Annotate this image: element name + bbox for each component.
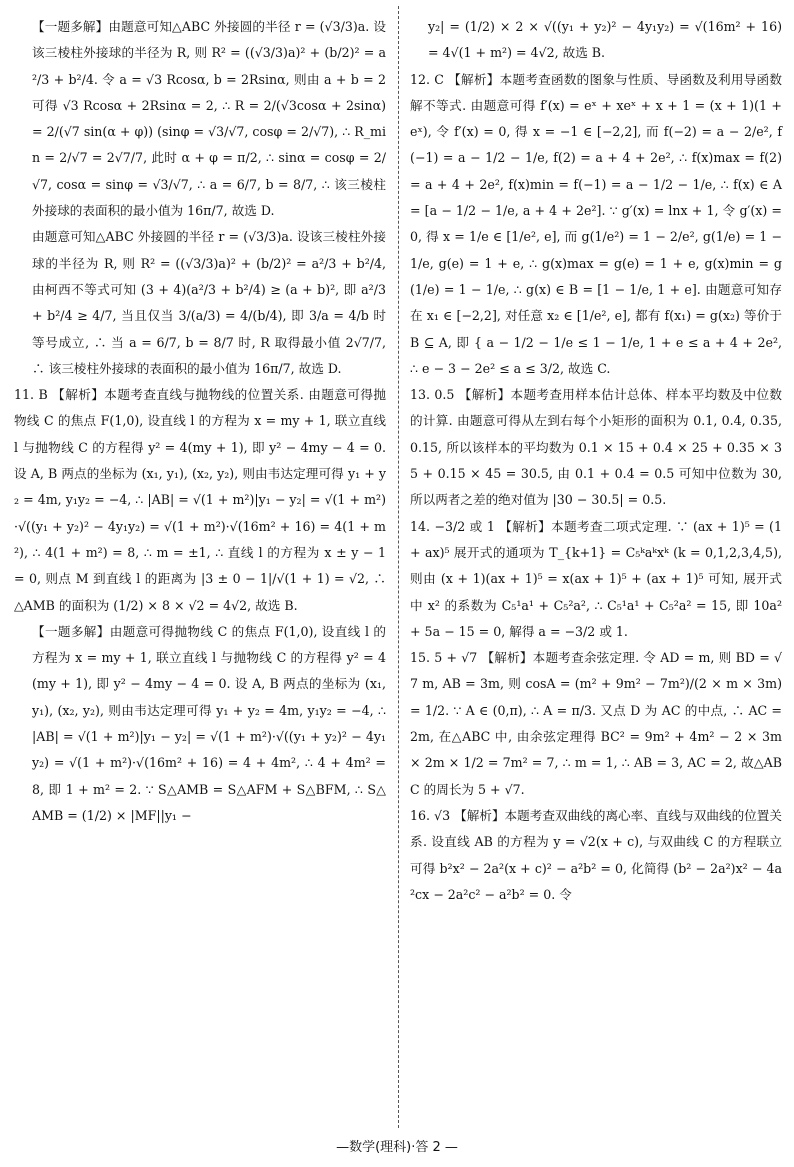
paragraph: 【一题多解】由题意可得抛物线 C 的焦点 F(1,0), 设直线 l 的方程为 x = my + 1, 联立直线 l 与抛物线 C 的方程得 y² = 4(my + 1), 即 y² − 4my − 4 = 0. 设 A, B 两点的坐标为 (x₁, y₁), (x₂, y₂), 则由韦达定理可得 y₁ + y₂ = 4m, y₁y₂ = −4, ∴ |AB| = √(1 + m²)|y₁ − y₂| = √(1 + m²)·√((y₁ + y₂)² − 4y₁y₂) = √(1 + m²)·√(16m² + 16) = 4 + 4m², ∴ 4 + 4m² = 8, 即 1 + m² = 2. ∵ S△AMB = S△AFM + S△BFM, ∴ S△AMB = (1/2) × |MF||y₁ −: [32, 623, 386, 823]
paragraph: 由题意可知△ABC 外接圆的半径 r = (√3/3)a. 设该三棱柱外接球的半径为 R, 则 R² = ((√3/3)a)² + (b/2)² = a²/3 + b²/4, 由柯西不等式可知 (3 + 4)(a²/3 + b²/4) ≥ (a + b)², 即 a²/3 + b²/4 ≥ 4/7, 当且仅当 3/(a/3) = 4/(b/4), 即 3/a = 4/b 时等号成立, ∴ 当 a = 6/7, b = 8/7 时, R 取得最小值 2√7/7, ∴ 该三棱柱外接球的表面积的最小值为 16π/7, 故选 D.: [32, 229, 386, 376]
paragraph: 【一题多解】由题意可知△ABC 外接圆的半径 r = (√3/3)a. 设该三棱柱外接球的半径为 R, 则 R² = ((√3/3)a)² + (b/2)² = a²/3 + b²/4. 令 a = √3 Rcosα, b = 2Rsinα, 则由 a + b = 2 可得 √3 Rcosα + 2Rsinα = 2, ∴ R = 2/(√3cosα + 2sinα) = 2/(√7 sin(α + φ)) (sinφ = √3/√7, cosφ = 2/√7), ∴ R_min = 2/√7 = 2√7/7, 此时 α + φ = π/2, ∴ sinα = cosφ = 2/√7, cosα = sinφ = √3/√7, ∴ a = 6/7, b = 8/7, ∴ 该三棱柱外接球的表面积的最小值为 16π/7, 故选 D.: [32, 19, 386, 219]
left-column: [14, 14, 386, 829]
paragraph: 15. 5 + √7 【解析】本题考查余弦定理. 令 AD = m, 则 BD = √7 m, AB = 3m, 则 cosA = (m² + 9m² − 7m²)/(2 × m × 3m) = 1/2. ∵ A ∈ (0,π), ∴ A = π/3. 又点 D 为 AC 的中点, ∴ AC = 2m, 在△ABC 中, 由余弦定理得 BC² = 9m² + 4m² − 2 × 3m × 2m × 1/2 = 7m² = 7, ∴ m = 1, ∴ AB = 3, AC = 2, 故△ABC 的周长为 5 + √7.: [410, 650, 782, 797]
column-divider: [398, 6, 399, 1128]
paragraph: 11. B 【解析】本题考查直线与抛物线的位置关系. 由题意可得抛物线 C 的焦点 F(1,0), 设直线 l 的方程为 x = my + 1, 联立直线 l 与抛物线 C 的方程得 y² = 4(my + 1), 即 y² − 4my − 4 = 0. 设 A, B 两点的坐标为 (x₁, y₁), (x₂, y₂), 则由韦达定理可得 y₁ + y₂ = 4m, y₁y₂ = −4, ∴ |AB| = √(1 + m²)|y₁ − y₂| = √(1 + m²)·√((y₁ + y₂)² − 4y₁y₂) = √(1 + m²)·√(16m² + 16) = 4(1 + m²), ∴ 4(1 + m²) = 8, ∴ m = ±1, ∴ 直线 l 的方程为 x ± y − 1 = 0, 则点 M 到直线 l 的距离为 |3 ± 0 − 1|/√(1 + 1) = √2, ∴ △AMB 的面积为 (1/2) × 8 × √2 = 4√2, 故选 B.: [14, 387, 386, 613]
paragraph: 12. C 【解析】本题考查函数的图象与性质、导函数及利用导函数解不等式. 由题意可得 f′(x) = eˣ + xeˣ + x + 1 = (x + 1)(1 + eˣ), 令 f′(x) = 0, 得 x = −1 ∈ [−2,2], 而 f(−2) = a − 2/e², f(−1) = a − 1/2 − 1/e, f(2) = a + 4 + 2e², ∴ f(x)max = f(2) = a + 4 + 2e², f(x)min = f(−1) = a − 1/2 − 1/e, ∴ f(x) ∈ A = [a − 1/2 − 1/e, a + 4 + 2e²]. ∵ g′(x) = lnx + 1, 令 g′(x) = 0, 得 x = 1/e ∈ [1/e², e], 而 g(1/e²) = 1 − 2/e², g(1/e) = 1 − 1/e, g(e) = 1 + e, ∴ g(x)max = g(e) = 1 + e, g(x)min = g(1/e) = 1 − 1/e, ∴ g(x) ∈ B = [1 − 1/e, 1 + e]. 由题意可知存在 x₁ ∈ [−2,2], 对任意 x₂ ∈ [1/e², e], 都有 f(x₁) = g(x₂) 等价于 B ⊆ A, 即 { a − 1/2 − 1/e ≤ 1 − 1/e, 1 + e ≤ a + 4 + 2e², ∴ e − 3 − 2e² ≤ a ≤ 3/2, 故选 C.: [410, 71, 782, 376]
paragraph: y₂| = (1/2) × 2 × √((y₁ + y₂)² − 4y₁y₂) = √(16m² + 16) = 4√(1 + m²) = 4√2, 故选 B.: [428, 19, 782, 61]
right-column: [410, 14, 782, 908]
paragraph: 14. −3/2 或 1 【解析】本题考查二项式定理. ∵ (ax + 1)⁵ = (1 + ax)⁵ 展开式的通项为 T_{k+1} = C₅ᵏaᵏxᵏ (k = 0,1,2,3,4,5), 则由 (x + 1)(ax + 1)⁵ = x(ax + 1)⁵ + (ax + 1)⁵ 可知, 展开式中 x² 的系数为 C₅¹a¹ + C₅²a², ∴ C₅¹a¹ + C₅²a² = 15, 即 10a² + 5a − 15 = 0, 解得 a = −3/2 或 1.: [410, 518, 782, 639]
paragraph: 13. 0.5 【解析】本题考查用样本估计总体、样本平均数及中位数的计算. 由题意可得从左到右每个小矩形的面积为 0.1, 0.4, 0.35, 0.15, 所以该样本的平均数为 0.1 × 15 + 0.4 × 25 + 0.35 × 35 + 0.15 × 45 = 30.5, 由 0.1 + 0.4 = 0.5 可知中位数为 30, 所以两者之差的绝对值为 |30 − 30.5| = 0.5.: [410, 387, 782, 508]
paragraph: 16. √3 【解析】本题考查双曲线的离心率、直线与双曲线的位置关系. 设直线 AB 的方程为 y = √2(x + c), 与双曲线 C 的方程联立可得 b²x² − 2a²(x + c)² − a²b² = 0, 化简得 (b² − 2a²)x² − 4a²cx − 2a²c² − a²b² = 0. 令: [410, 807, 782, 902]
page-footer: —数学(理科)·答 2 —: [336, 1140, 458, 1155]
